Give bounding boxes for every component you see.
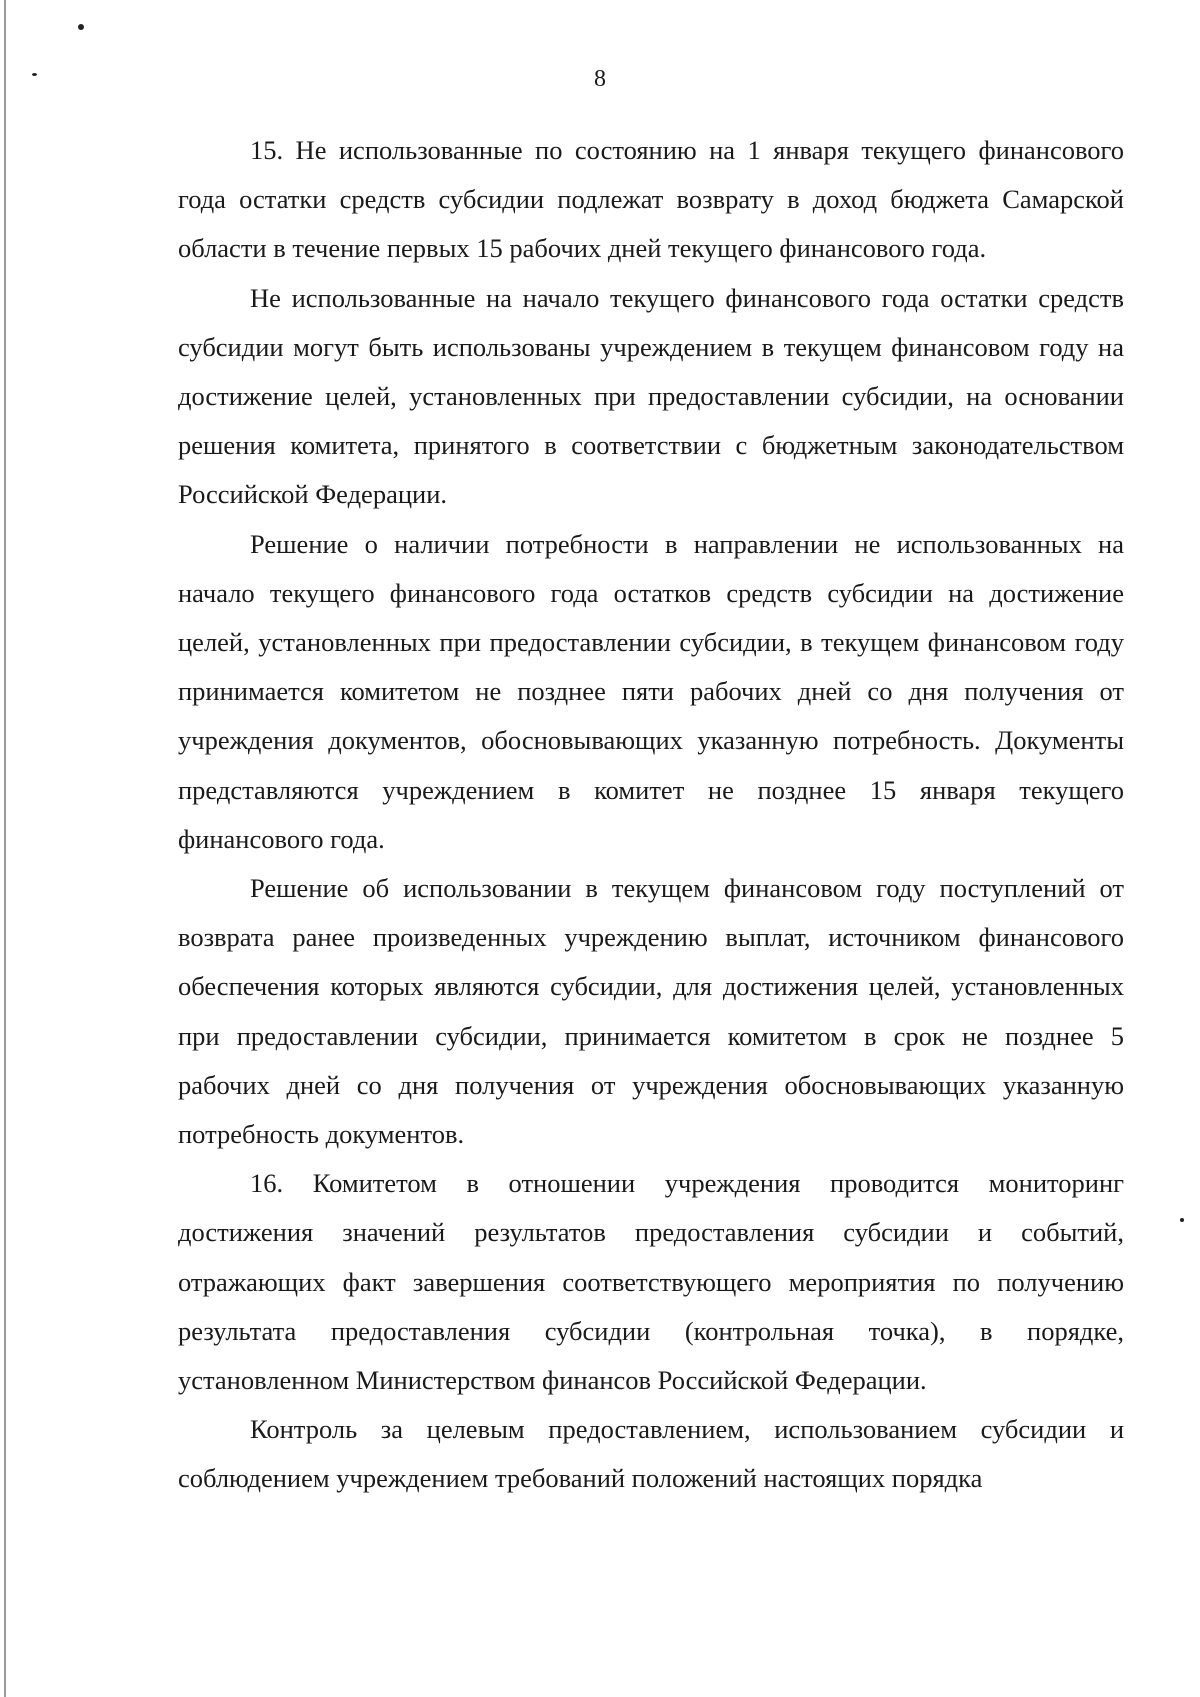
paragraph-16: 16. Комитетом в отношении учреждения проводится мониторинг достижения значений результатов предоставления субсидии и событий, отражающих факт завершения соответствующего мероприятия по получению результата предоставления субсидии (контрольная точка), в порядке, установленном Министерством финансов Российской Федерации. xyxy=(178,1168,1124,1396)
paragraph-15: 15. Не использованные по состоянию на 1 января текущего финансового года остатки средств субсидии подлежат возврату в доход бюджета Самарской области в течение первых 15 рабочих дней текущего финансового года. xyxy=(178,135,1124,264)
scan-edge-line xyxy=(4,0,6,1697)
paragraph-unused-balances: Не использованные на начало текущего финансового года остатки средств субсидии могут быть использованы учреждением в текущем финансовом году на достижение целей, установленных при предоставлении субсидии, на основании решения комитета, принятого в соответствии с бюджетным законодательством Российской Федерации. xyxy=(178,282,1124,510)
scan-speck xyxy=(78,24,84,30)
document-body xyxy=(178,126,1124,1504)
paragraph-control: Контроль за целевым предоставлением, использованием субсидии и соблюдением учреждением требований положений настоящих порядка xyxy=(178,1414,1124,1494)
scan-speck xyxy=(1180,1218,1184,1222)
page-number: 8 xyxy=(594,66,606,92)
paragraph-decision-returns: Решение об использовании в текущем финансовом году поступлений от возврата ранее произведенных учреждению выплат, источником финансового обеспечения которых являются субсидии, для достижения целей, установленных при предоставлении субсидии, принимается комитетом в срок не позднее 5 рабочих дней со дня получения от учреждения обосновывающих указанную потребность документов. xyxy=(178,873,1124,1150)
paragraph-decision-need: Решение о наличии потребности в направлении не использованных на начало текущего финансового года остатков средств субсидии на достижение целей, установленных при предоставлении субсидии, в текущем финансовом году принимается комитетом не позднее пяти рабочих дней со дня получения от учреждения документов, обосновывающих указанную потребность. Документы представляются учреждением в комитет не позднее 15 января текущего финансового года. xyxy=(178,528,1124,854)
